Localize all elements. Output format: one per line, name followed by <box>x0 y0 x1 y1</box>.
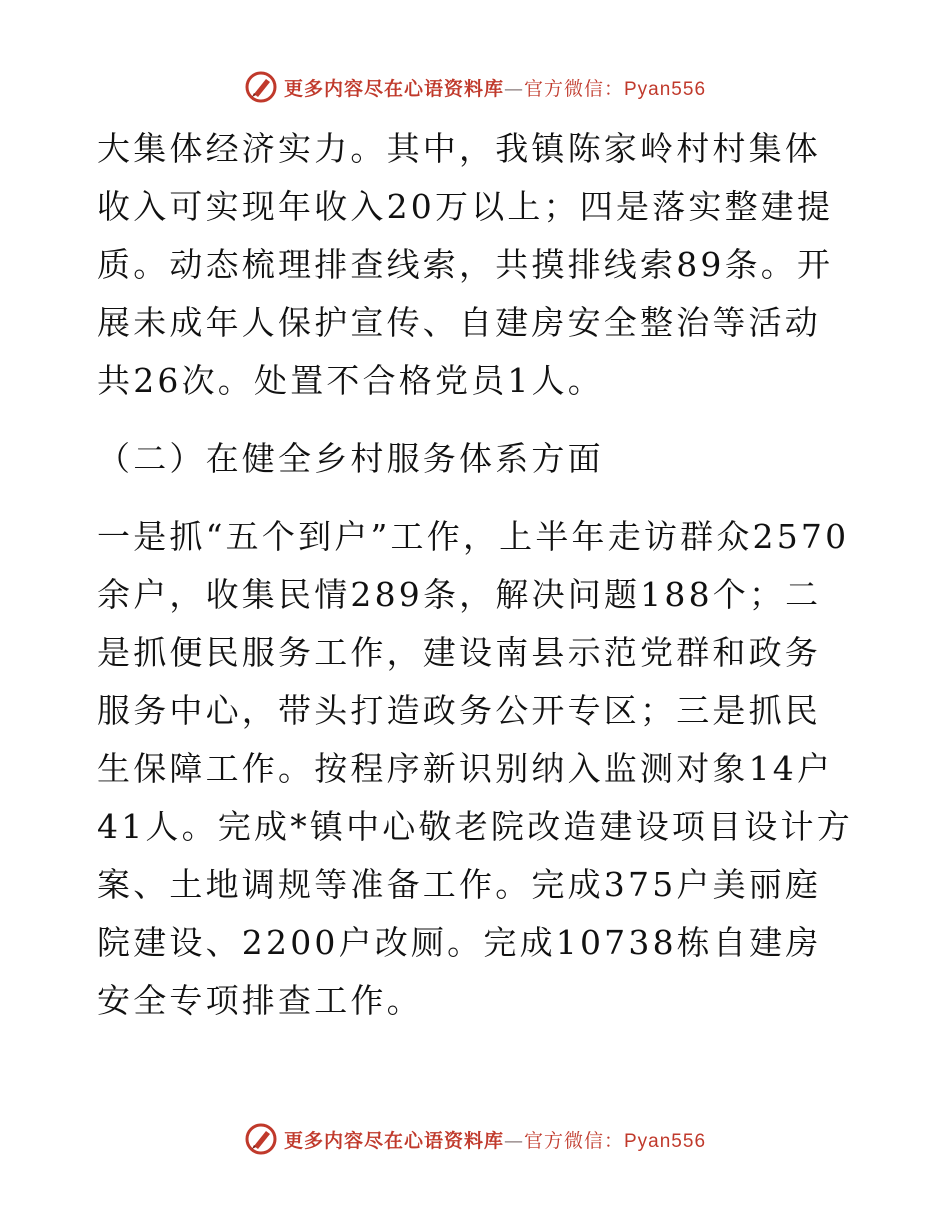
pen-logo-icon <box>244 70 278 104</box>
section-heading: （二）在健全乡村服务体系方面 <box>97 439 604 478</box>
watermark-official-label: 官方微信： <box>523 77 624 100</box>
watermark-handle: Pyan556 <box>624 78 707 100</box>
watermark-separator: — <box>503 77 524 100</box>
document-body <box>97 120 857 1030</box>
watermark-handle: Pyan556 <box>624 1130 707 1152</box>
body-paragraph-2: 一是抓“五个到户”工作，上半年走访群众2570余户，收集民情289条，解决问题188个；二是抓便民服务工作，建设南县示范党群和政务服务中心，带头打造政务公开专区；三是抓民生保障工作。按程序新识别纳入监测对象14户41人。完成*镇中心敬老院改造建设项目设计方案、土地调规等准备工作。完成375户美丽庭院建设、2200户改厕。完成10738栋自建房安全专项排查工作。 <box>97 517 853 1020</box>
footer-watermark <box>0 1122 950 1156</box>
watermark-brand: 更多内容尽在心语资料库 <box>283 1129 504 1152</box>
watermark-official-label: 官方微信： <box>523 1129 624 1152</box>
watermark-brand: 更多内容尽在心语资料库 <box>283 77 504 100</box>
body-paragraph-1: 大集体经济实力。其中，我镇陈家岭村村集体收入可实现年收入20万以上；四是落实整建提质。动态梳理排查线索，共摸排线索89条。开展未成年人保护宣传、自建房安全整治等活动共26次。处置不合格党员1人。 <box>97 129 834 400</box>
watermark-separator: — <box>503 1129 524 1152</box>
watermark-text <box>284 1126 706 1153</box>
header-watermark <box>0 70 950 104</box>
pen-logo-icon <box>244 1122 278 1156</box>
watermark-text <box>284 74 706 101</box>
